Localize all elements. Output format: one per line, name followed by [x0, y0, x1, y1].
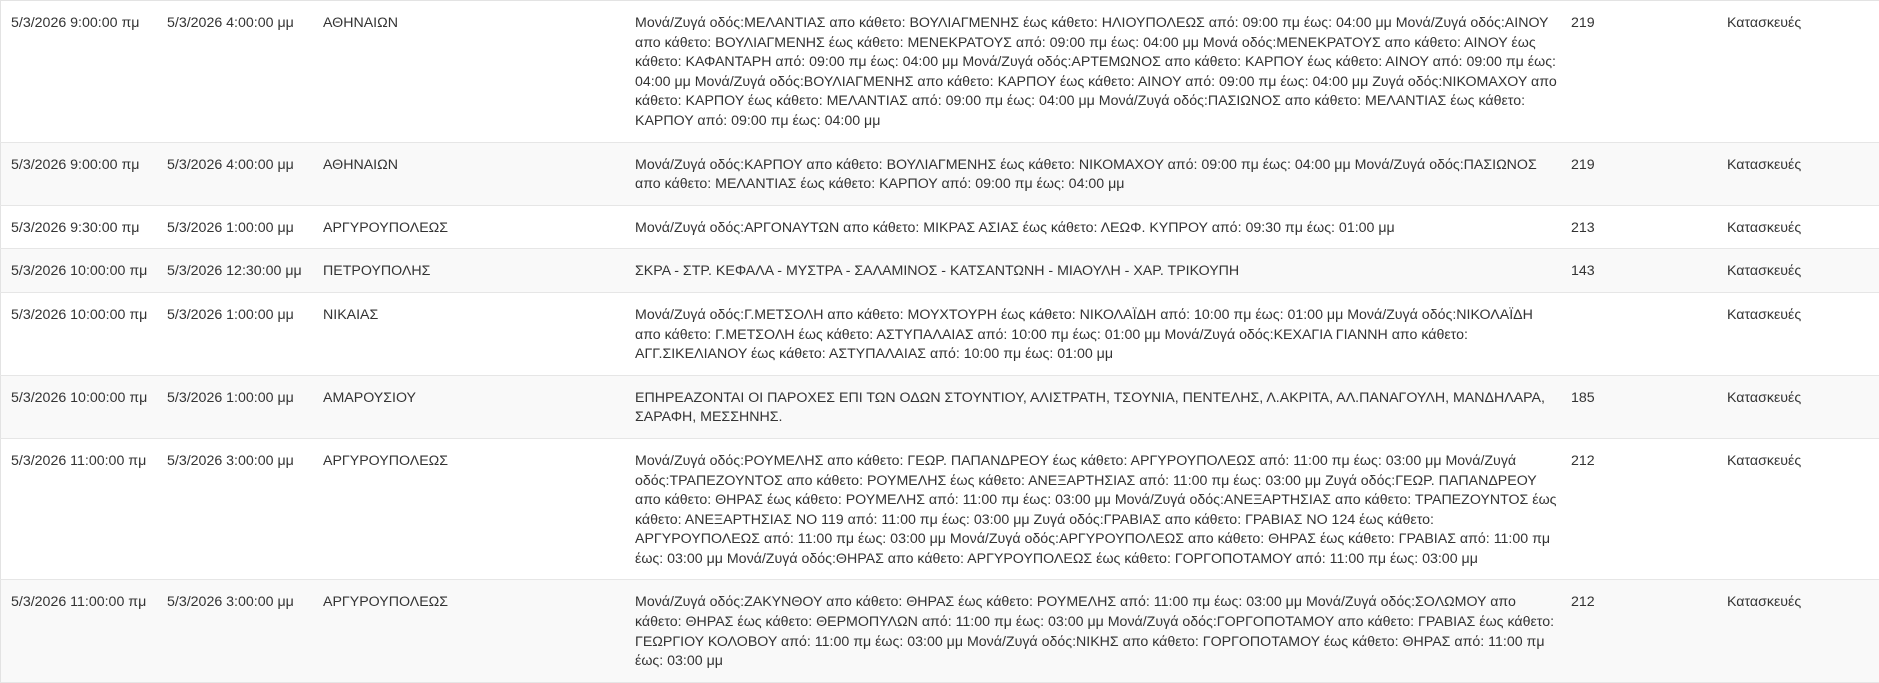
streets-cell	[635, 142, 1571, 205]
reason-cell: Κατασκευές	[1727, 1, 1879, 143]
area-cell: ΑΡΓΥΡΟΥΠΟΛΕΩΣ	[323, 580, 635, 682]
end-time-cell: 5/3/2026 4:00:00 μμ	[167, 142, 323, 205]
streets-cell	[635, 292, 1571, 375]
end-time-cell: 5/3/2026 4:00:00 μμ	[167, 1, 323, 143]
code-cell: 185	[1571, 375, 1727, 438]
end-time-cell: 5/3/2026 1:00:00 μμ	[167, 292, 323, 375]
streets-text: Μονά/Ζυγά οδός:ΡΟΥΜΕΛΗΣ απο κάθετο: ΓΕΩΡ. ΠΑΠΑΝΔΡΕΟΥ έως κάθετο: ΑΡΓΥΡΟΥΠΟΛΕΩΣ από: 11:00 πμ έως: 03:00 μμ Μονά/Ζυγά οδός:ΤΡΑΠΕΖΟΥΝΤΟΣ απο κάθετο: ΡΟΥΜΕΛΗΣ έως κάθετο: ΑΝΕΞΑΡΤΗΣΙΑΣ από: 11:00 πμ έως: 03:00 μμ Ζυγά οδός:ΓΕΩΡ. ΠΑΠΑΝΔΡΕΟΥ απο κάθετο: ΘΗΡΑΣ έως κάθετο: ΡΟΥΜΕΛΗΣ από: 11:00 πμ έως: 03:00 μμ Μονά/Ζυγά οδός:ΑΝΕΞΑΡΤΗΣΙΑΣ απο κάθετο: ΤΡΑΠΕΖΟΥΝΤΟΣ έως κάθετο: ΑΝΕΞΑΡΤΗΣΙΑΣ ΝΟ 119 από: 11:00 πμ έως: 03:00 μμ Ζυγά οδός:ΓΡΑΒΙΑΣ απο κάθετο: ΓΡΑΒΙΑΣ ΝΟ 124 έως κάθετο: ΑΡΓΥΡΟΥΠΟΛΕΩΣ από: 11:00 πμ έως: 03:00 μμ Μονά/Ζυγά οδός:ΑΡΓΥΡΟΥΠΟΛΕΩΣ απο κάθετο: ΘΗΡΑΣ έως κάθετο: ΓΡΑΒΙΑΣ από: 11:00 πμ έως: 03:00 μμ Μονά/Ζυγά οδός:ΘΗΡΑΣ απο κάθετο: ΑΡΓΥΡΟΥΠΟΛΕΩΣ έως κάθετο: ΓΟΡΓΟΠΟΤΑΜΟΥ από: 11:00 πμ έως: 03:00 μμ	[635, 452, 1571, 570]
streets-text: Μονά/Ζυγά οδός:ΚΑΡΠΟΥ απο κάθετο: ΒΟΥΛΙΑΓΜΕΝΗΣ έως κάθετο: ΝΙΚΟΜΑΧΟΥ από: 09:00 πμ έως: 04:00 μμ Μονά/Ζυγά οδός:ΠΑΣΙΩΝΟΣ απο κάθετο: ΜΕΛΑΝΤΙΑΣ έως κάθετο: ΚΑΡΠΟΥ από: 09:00 πμ έως: 04:00 μμ	[635, 156, 1571, 195]
area-cell: ΑΘΗΝΑΙΩΝ	[323, 142, 635, 205]
streets-cell	[635, 1, 1571, 143]
streets-text: Μονά/Ζυγά οδός:ΑΡΓΟΝΑΥΤΩΝ απο κάθετο: ΜΙΚΡΑΣ ΑΣΙΑΣ έως κάθετο: ΛΕΩΦ. ΚΥΠΡΟΥ από: 09:30 πμ έως: 01:00 μμ	[635, 219, 1571, 239]
streets-text: Μονά/Ζυγά οδός:Γ.ΜΕΤΣΟΛΗ απο κάθετο: ΜΟΥΧΤΟΥΡΗ έως κάθετο: ΝΙΚΟΛΑΪΔΗ από: 10:00 πμ έως: 01:00 μμ Μονά/Ζυγά οδός:ΝΙΚΟΛΑΪΔΗ απο κάθετο: Γ.ΜΕΤΣΟΛΗ έως κάθετο: ΑΣΤΥΠΑΛΑΙΑΣ από: 10:00 πμ έως: 01:00 μμ Μονά/Ζυγά οδός:ΚΕΧΑΓΙΑ ΓΙΑΝΝΗ απο κάθετο: ΑΓΓ.ΣΙΚΕΛΙΑΝΟΥ έως κάθετο: ΑΣΤΥΠΑΛΑΙΑΣ από: 10:00 πμ έως: 01:00 μμ	[635, 306, 1571, 365]
code-cell	[1571, 292, 1727, 375]
reason-cell: Κατασκευές	[1727, 375, 1879, 438]
start-time-cell: 5/3/2026 9:00:00 πμ	[1, 142, 168, 205]
table-row	[1, 142, 1879, 205]
end-time-cell: 5/3/2026 3:00:00 μμ	[167, 438, 323, 580]
code-cell: 213	[1571, 205, 1727, 249]
streets-cell	[635, 205, 1571, 249]
start-time-cell: 5/3/2026 9:00:00 πμ	[1, 1, 168, 143]
table-row	[1, 249, 1879, 293]
table-row	[1, 438, 1879, 580]
outages-table-body	[1, 1, 1879, 683]
table-row	[1, 580, 1879, 682]
area-cell: ΝΙΚΑΙΑΣ	[323, 292, 635, 375]
streets-cell	[635, 249, 1571, 293]
end-time-cell: 5/3/2026 1:00:00 μμ	[167, 375, 323, 438]
area-cell: ΠΕΤΡΟΥΠΟΛΗΣ	[323, 249, 635, 293]
start-time-cell: 5/3/2026 10:00:00 πμ	[1, 375, 168, 438]
streets-text: Μονά/Ζυγά οδός:ΜΕΛΑΝΤΙΑΣ απο κάθετο: ΒΟΥΛΙΑΓΜΕΝΗΣ έως κάθετο: ΗΛΙΟΥΠΟΛΕΩΣ από: 09:00 πμ έως: 04:00 μμ Μονά/Ζυγά οδός:ΑΙΝΟΥ απο κάθετο: ΒΟΥΛΙΑΓΜΕΝΗΣ έως κάθετο: ΜΕΝΕΚΡΑΤΟΥΣ από: 09:00 πμ έως: 04:00 μμ Μονά οδός:ΜΕΝΕΚΡΑΤΟΥΣ απο κάθετο: ΑΙΝΟΥ έως κάθετο: ΚΑΦΑΝΤΑΡΗ από: 09:00 πμ έως: 04:00 μμ Μονά/Ζυγά οδός:ΑΡΤΕΜΩΝΟΣ απο κάθετο: ΚΑΡΠΟΥ έως κάθετο: ΑΙΝΟΥ από: 09:00 πμ έως: 04:00 μμ Μονά/Ζυγά οδός:ΒΟΥΛΙΑΓΜΕΝΗΣ απο κάθετο: ΚΑΡΠΟΥ έως κάθετο: ΑΙΝΟΥ από: 09:00 πμ έως: 04:00 μμ Ζυγά οδός:ΝΙΚΟΜΑΧΟΥ απο κάθετο: ΚΑΡΠΟΥ έως κάθετο: ΜΕΛΑΝΤΙΑΣ από: 09:00 πμ έως: 04:00 μμ Μονά/Ζυγά οδός:ΠΑΣΙΩΝΟΣ απο κάθετο: ΜΕΛΑΝΤΙΑΣ έως κάθετο: ΚΑΡΠΟΥ από: 09:00 πμ έως: 04:00 μμ	[635, 14, 1571, 132]
table-row	[1, 205, 1879, 249]
code-cell: 219	[1571, 142, 1727, 205]
table-row	[1, 375, 1879, 438]
streets-text: Μονά/Ζυγά οδός:ΖΑΚΥΝΘΟΥ απο κάθετο: ΘΗΡΑΣ έως κάθετο: ΡΟΥΜΕΛΗΣ από: 11:00 πμ έως: 03:00 μμ Μονά/Ζυγά οδός:ΣΟΛΩΜΟΥ απο κάθετο: ΘΗΡΑΣ έως κάθετο: ΘΕΡΜΟΠΥΛΩΝ από: 11:00 πμ έως: 03:00 μμ Μονά/Ζυγά οδός:ΓΟΡΓΟΠΟΤΑΜΟΥ απο κάθετο: ΓΡΑΒΙΑΣ έως κάθετο: ΓΕΩΡΓΙΟΥ ΚΟΛΟΒΟΥ από: 11:00 πμ έως: 03:00 μμ Μονά/Ζυγά οδός:ΝΙΚΗΣ απο κάθετο: ΓΟΡΓΟΠΟΤΑΜΟΥ έως κάθετο: ΘΗΡΑΣ από: 11:00 πμ έως: 03:00 μμ	[635, 593, 1571, 671]
reason-cell: Κατασκευές	[1727, 205, 1879, 249]
reason-cell: Κατασκευές	[1727, 142, 1879, 205]
start-time-cell: 5/3/2026 10:00:00 πμ	[1, 292, 168, 375]
streets-cell	[635, 375, 1571, 438]
area-cell: ΑΡΓΥΡΟΥΠΟΛΕΩΣ	[323, 438, 635, 580]
streets-cell	[635, 438, 1571, 580]
reason-cell: Κατασκευές	[1727, 580, 1879, 682]
reason-cell: Κατασκευές	[1727, 292, 1879, 375]
start-time-cell: 5/3/2026 11:00:00 πμ	[1, 580, 168, 682]
reason-cell: Κατασκευές	[1727, 438, 1879, 580]
streets-cell	[635, 580, 1571, 682]
end-time-cell: 5/3/2026 1:00:00 μμ	[167, 205, 323, 249]
reason-cell: Κατασκευές	[1727, 249, 1879, 293]
area-cell: ΑΜΑΡΟΥΣΙΟΥ	[323, 375, 635, 438]
code-cell: 219	[1571, 1, 1727, 143]
table-row	[1, 1, 1879, 143]
start-time-cell: 5/3/2026 9:30:00 πμ	[1, 205, 168, 249]
streets-text: ΣΚΡΑ - ΣΤΡ. ΚΕΦΑΛΑ - ΜΥΣΤΡΑ - ΣΑΛΑΜΙΝΟΣ - ΚΑΤΣΑΝΤΩΝΗ - ΜΙΑΟΥΛΗ - ΧΑΡ. ΤΡΙΚΟΥΠΗ	[635, 262, 1571, 282]
code-cell: 212	[1571, 438, 1727, 580]
streets-text: ΕΠΗΡΕΑΖΟΝΤΑΙ ΟΙ ΠΑΡΟΧΕΣ ΕΠΙ ΤΩΝ ΟΔΩΝ ΣΤΟΥΝΤΙΟΥ, ΑΛΙΣΤΡΑΤΗ, ΤΣΟΥΝΙΑ, ΠΕΝΤΕΛΗΣ, Λ.ΑΚΡΙΤΑ, ΑΛ.ΠΑΝΑΓΟΥΛΗ, ΜΑΝΔΗΛΑΡΑ, ΣΑΡΑΦΗ, ΜΕΣΣΗΝΗΣ.	[635, 389, 1571, 428]
area-cell: ΑΘΗΝΑΙΩΝ	[323, 1, 635, 143]
code-cell: 212	[1571, 580, 1727, 682]
table-row	[1, 292, 1879, 375]
start-time-cell: 5/3/2026 10:00:00 πμ	[1, 249, 168, 293]
code-cell: 143	[1571, 249, 1727, 293]
area-cell: ΑΡΓΥΡΟΥΠΟΛΕΩΣ	[323, 205, 635, 249]
end-time-cell: 5/3/2026 12:30:00 μμ	[167, 249, 323, 293]
end-time-cell: 5/3/2026 3:00:00 μμ	[167, 580, 323, 682]
start-time-cell: 5/3/2026 11:00:00 πμ	[1, 438, 168, 580]
